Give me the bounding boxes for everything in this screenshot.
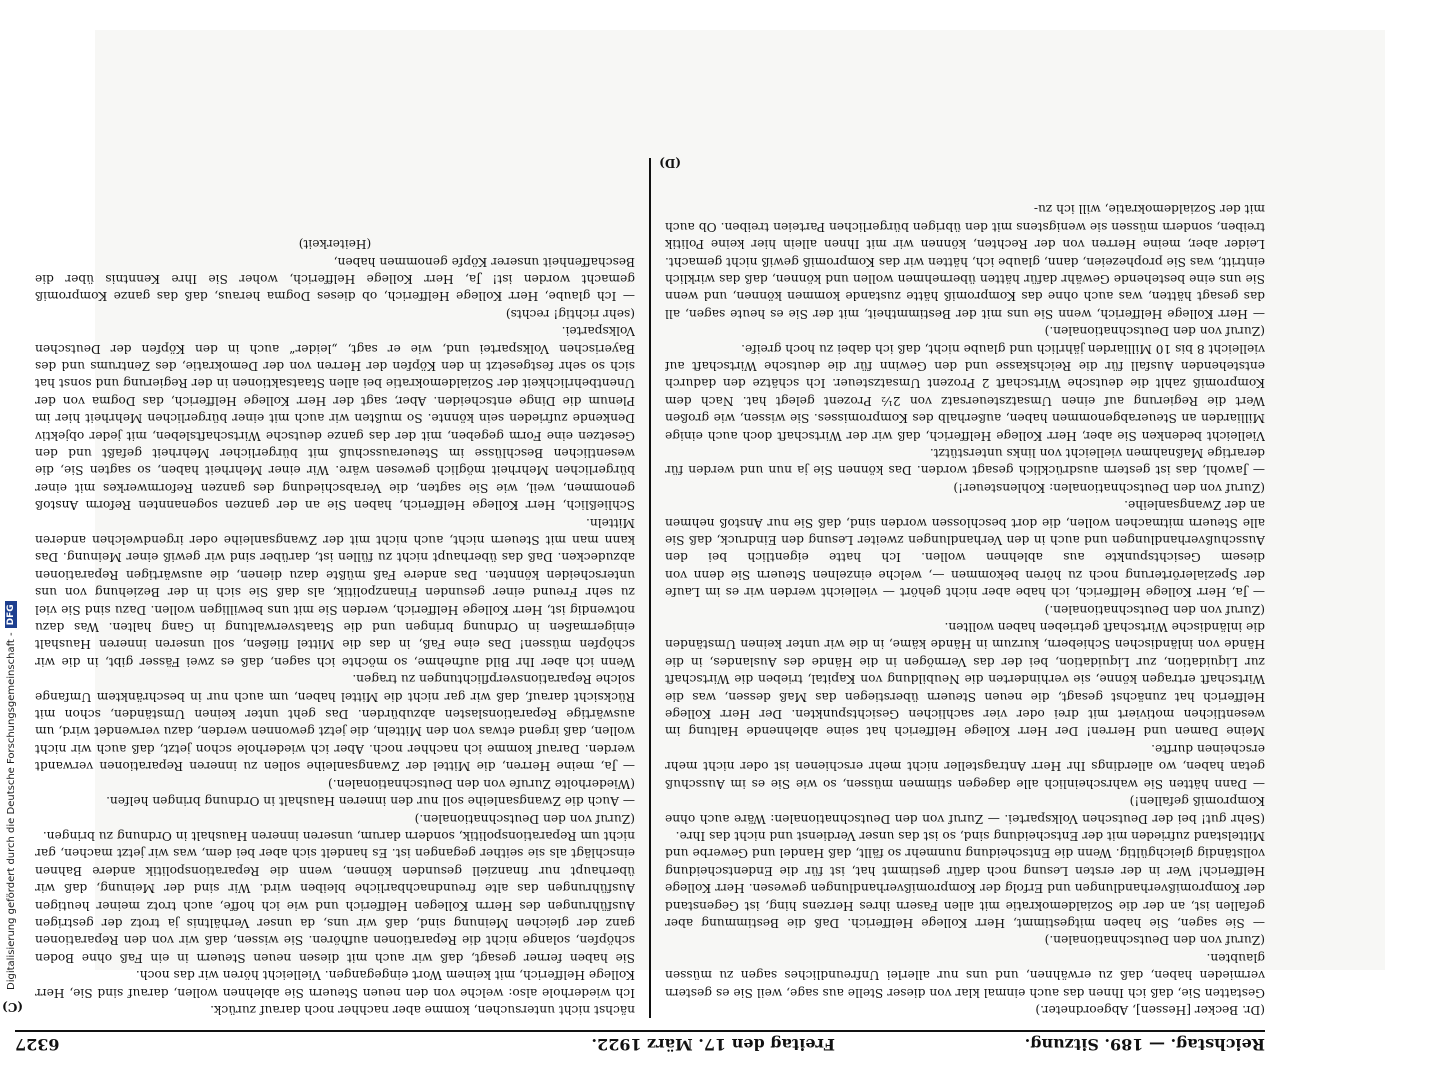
paragraph: (Heiterkeit) (298, 237, 372, 252)
paragraph: — Dann hätten Sie wahrscheinlich alle dagegen stimmen müssen, so wie Sie es im Ausschuß getan haben, wo allerdings Ihr Herr Antragsteller nicht mehr erschienen ist oder nicht mehr erscheinen durfte. (665, 741, 1265, 791)
header-left: Reichstag. — 189. Sitzung. (1024, 1035, 1265, 1054)
credit-text: Digitalisierung gefördert durch die Deutsche Forschungsgemeinschaft - (5, 632, 17, 990)
column-divider (649, 158, 651, 1018)
paragraph: — Ja, Herr Kollege Helfferich, ich habe aber nicht gehört — vielleicht werden wir es im Laufe der Spezialerörterung noch zu hören bekommen —, welche einzelnen Steuern Sie denn von diesem Gesichtspunkte aus ablehnen wollen. Ich hatte eigentlich bei den Ausschußverhandlungen und auch in den Verhandlungen zweiter Lesung den Eindruck, daß Sie alle Steuern mitmachen wollen, die dort beschlossen worden sind, daß Sie nur Anstoß nehmen an der Zwangsanleihe. (665, 498, 1265, 600)
page-number: 6327 (15, 1035, 60, 1054)
margin-marker-d: (D) (659, 156, 681, 170)
paragraph: — Herr Kollege Helfferich, wenn Sie uns mit der Bestimmtheit, mit der Sie es heute sagen, all das gesagt hätten, was auch ohne das Kompromiß hätte zustande kommen können, und wenn Sie uns eine bestehende Gewähr dafür hätten übernehmen wollen und können, daß das wirklich eintritt, was Sie prophezeien, dann, glaube ich, hätten wir das Kompromiß gewiß nicht gemacht. Leider aber, meine Herren von der Rechten, können wir mit Ihnen allein hier keine Politik treiben, sondern müssen sie wenigstens mit den übrigen bürgerlichen Parteien treiben. Ob auch mit der Sozialdemokratie, will ich zu- (665, 202, 1265, 321)
paragraph: (Sehr gut! bei der Deutschen Volkspartei. — Zuruf von den Deutschnationalen: Wäre auch ohne Kompromiß gefallen!) (665, 794, 1265, 826)
paragraph: — Ja, meine Herren, die Mittel der Zwangsanleihe sollen zu inneren Reparationen verwandt werden. Darauf komme ich nachher noch. Aber ich wiederhole schon jetzt, daß auch wir nicht wollen, daß irgend etwas von den Mitteln, die jetzt gewonnen werden, dazu verwendet wird, um auswärtige Reparationslasten abzubürden. Das geht unter keinen Umständen, schon mit Rücksicht darauf, daß wir gar nicht die Mittel haben, um auch nur in beschränktem Umfange solche Reparationsverpflichtungen zu tragen. (35, 672, 635, 774)
paragraph: (Dr. Becker [Hessen], Abgeordneter.) (1035, 1003, 1265, 1017)
paragraph: Gestatten Sie, daß ich Ihnen das auch einmal klar von dieser Stelle aus sage, weil Sie es gestern vermieden haben, daß zu erwähnen, und uns nur allerlei Unfreundliches sagen zu müssen glaubten. (665, 950, 1265, 1000)
page-header (15, 1030, 1265, 1056)
rotated-page-content (0, 130, 1285, 1070)
paragraph: Wenn ich aber Ihr Bild aufnehme, so möchte ich sagen, daß es zwei Fässer gibt, in die wir schöpfen müssen! Das eine Faß, in das die Mittel fließen, soll unseren inneren Haushalt einigermaßen in Ordnung bringen und die Staatsverwaltung in Gang halten. Was dazu notwendig ist, Herr Kollege Helfferich, werden Sie mit uns bewilligen wollen. Dazu sind Sie viel zu sehr Freund einer gesunden Finanzpolitik, als daß Sie sich in der Beziehung von uns unterscheiden könnten. Das andere Faß müßte dazu dienen, die auswärtigen Reparationen abzudecken. Daß das überhaupt nicht zu füllen ist, darüber sind wir gewiß einer Meinung. Das kann man mit Steuern nicht, auch nicht mit der Zwangsanleihe oder irgendwelchen anderen Mitteln. (35, 515, 635, 669)
paragraph: (Zuruf von den Deutschnationalen: Kohlensteuer!) (953, 480, 1265, 495)
right-column (35, 158, 635, 1018)
paragraph: — Ich glaube, Herr Kollege Helfferich, ob dieses Dogma heraus, daß das ganze Kompromiß gemacht worden ist! Ja, Herr Kollege Helfferich, woher Sie Ihre Kenntnis über die Beschaffenheit unserer Köpfe genommen haben, (35, 254, 635, 304)
paragraph: Ich wiederhole also: welche von den neuen Steuern Sie ablehnen wollen, darauf sind Sie, Herr Kollege Helfferich, mit keinem Wort eingegangen. Vielleicht hören wir das noch. (35, 968, 635, 1000)
paragraph: (sehr richtig! rechts) (505, 306, 635, 321)
paragraph: (Zuruf von den Deutschnationalen.) (414, 811, 635, 826)
header-date: Freitag den 17. März 1922. (591, 1035, 835, 1054)
paragraph: Schließlich, Herr Kollege Helfferich, haben Sie an der ganzen sogenannten Reform Anstoß genommen, weil, wie Sie sagten, die Verabschiedung des ganzen Reformwerkes mit einer bürgerlichen Mehrheit möglich gewesen wäre. Wir einer Mehrheit haben, so sagten Sie, die wesentlichen Beschlüsse im Steuerausschuß mit bürgerlicher Mehrheit gefaßt und den Gesetzen eine Form gegeben, mit der das ganze deutsche Wirtschaftsleben, mit jeder objektiv Denkende zufrieden sein könnte. So mußten wir auch mit einer bürgerlichen Mehrheit hier im Plenum die Dinge entscheiden. Aber, sagt der Herr Kollege Helfferich, das Dogma von der Unentbehrlichkeit der Sozialdemokratie bei allen Staatsaktionen in der Regierung und sonst hat sich so sehr festgesetzt in den Köpfen der Herren von der Demokratie, des Zentrums und des Bayerischen Volkspartei und, wie er sagt, „leider“ auch in den Köpfen der Deutschen Volkspartei. (35, 324, 635, 513)
paragraph: — Sie sagen, Sie haben mitgestimmt, Herr Kollege Helfferich. Daß die Bestimmung aber gefallen ist, an der die Sozialdemokratie mit allen Fasern ihres Herzens hing, ist Gegenstand der Kompromißverhandlungen und Erfolg der Kompromißverhandlungen gewesen. Herr Kollege Helfferich! Wer in der ersten Lesung noch dafür gestimmt hat, ist für die Endentscheidung vollständig gleichgültig. Wenn die Entscheidung nunmehr so fällt, daß Handel und Gewerbe und Mittelstand zufrieden mit der Entscheidung sind, so ist das unser Verdienst und nicht das Ihre. (665, 828, 1265, 930)
paragraph: (Zuruf von den Deutschnationalen.) (1044, 933, 1265, 948)
paragraph: Vielleicht bedenken Sie aber, Herr Kollege Helfferich, daß wir der Wirtschaft doch auch einige Milliarden an Steuerabgenommen haben, außerhalb des Kompromisses. Sie wissen, wie großen Wert die Regierung auf einen Umsatzsteuersatz von 2½ Prozent gelegt hat. Nach dem Kompromiß zahlt die deutsche Wirtschaft 2 Prozent Umsatzsteuer. Ich schätze den dadurch entstehenden Ausfall für die Reichskasse und den Gewinn für die deutsche Wirtschaft auf vielleicht 8 bis 10 Milliarden jährlich und glaube nicht, daß ich dabei zu hoch greife. (665, 341, 1265, 443)
dfg-logo: DFG (5, 601, 17, 628)
paragraph: Sie haben ferner gesagt, daß wir auch mit diesen neuen Steuern in ein Faß ohne Boden schöpfen, solange nicht die Reparationen aufhören. Sie wissen, daß wir von den Reparationen ganz der gleichen Meinung sind, daß wir uns, da unser Verhältnis ja trotz der gestrigen Ausführungen des Herrn Kollegen Helfferich und wie ich hoffe, auch trotz meiner heutigen Ausführungen das alte freundnachbarliche bleiben wird. Wir sind der Meinung, daß wir überhaupt nur finanziell gesunden können, wenn die Reparationspolitik andere Bahnen einschlägt als sie seither gegangen ist. Es handelt sich aber bei dem, was wir jetzt machen, gar nicht um Reparationspolitik, sondern darum, unseren inneren Haushalt in Ordnung zu bringen. (35, 828, 635, 965)
paragraph: (Wiederholte Zurufe von den Deutschnationalen.) (328, 776, 635, 791)
paragraph: Meine Damen und Herren! Der Herr Kollege Helfferich hat seine ablehnende Haltung im wesentlichen motiviert mit drei oder vier sachlichen Gesichtspunkten. Der Herr Kollege Helfferich hat zunächst gesagt, die neuen Steuern überstiegen das Maß dessen, was die Wirtschaft ertragen könne, sie verhinderten die Neubildung von Kapital, trieben die Wirtschaft zur Liquidation, zur Liquidation, bei der das Vermögen in die Hände des Auslandes, in die Hände von inländischen Schiebern, kurzum in Hände käme, in die wir unter keinen Umständen die inländische Wirtschaft getrieben haben wollten. (665, 620, 1265, 739)
paragraph: (Zuruf von den Deutschnationalen.) (1044, 324, 1265, 339)
paragraph: — Auch die Zwangsanleihe soll nur den inneren Haushalt in Ordnung bringen helfen. (106, 794, 635, 809)
left-column (665, 158, 1265, 1018)
margin-marker-c: (C) (2, 1000, 23, 1014)
paragraph: nächst nicht untersuchen, komme aber nachher noch darauf zurück. (210, 1003, 635, 1017)
paragraph: (Zuruf von den Deutschnationalen.) (1044, 602, 1265, 617)
paragraph: — Jawohl, das ist gestern ausdrücklich gesagt worden. Das können Sie ja nun und werden für derartige Maßnahmen vielleicht von links unterstützt. (665, 446, 1265, 478)
